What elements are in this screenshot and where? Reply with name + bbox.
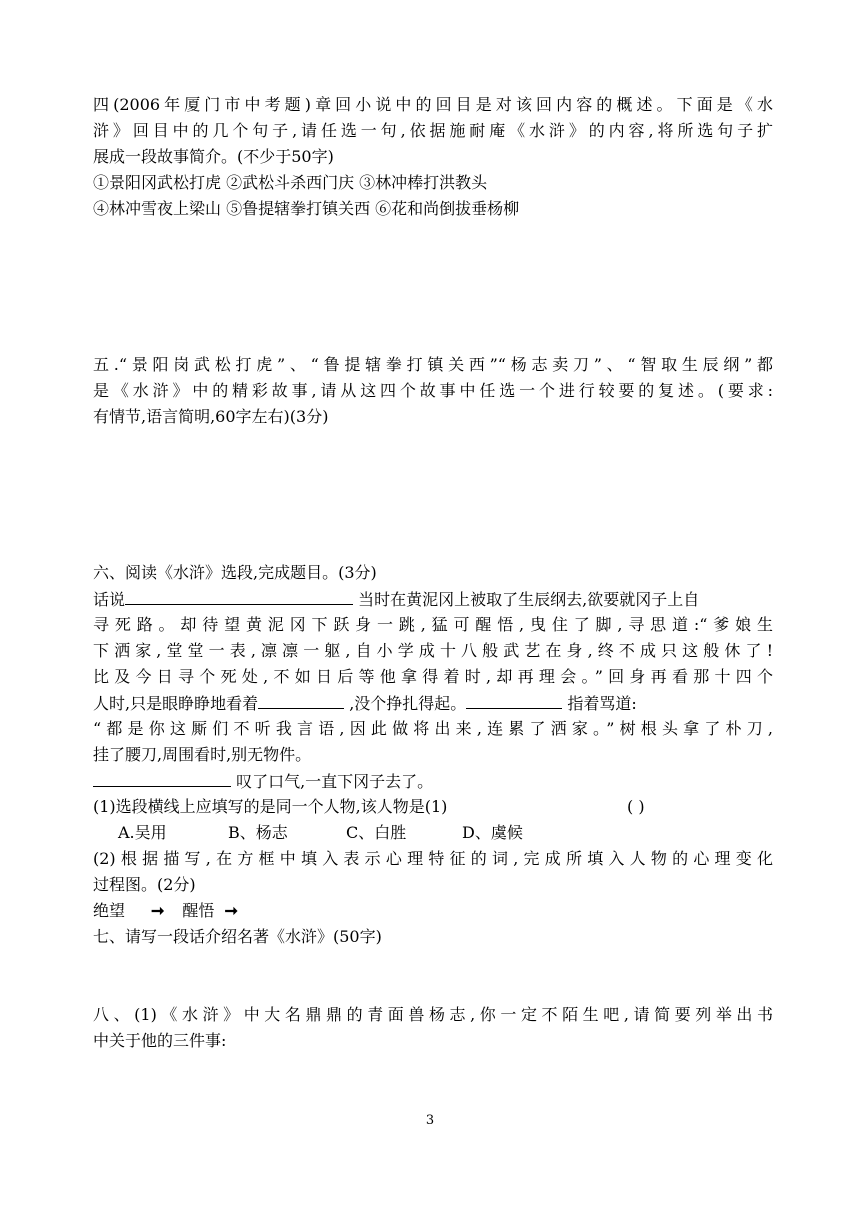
q6-sub2-line-1: (2)根据描写,在方框中填入表示心理特征的词,完成所填入人物的心理变化 bbox=[93, 849, 773, 868]
q6-paragraph-line-1 bbox=[93, 586, 773, 613]
q6-p5-mid: ,没个挣扎得起。 bbox=[349, 694, 467, 713]
q6-p5-end: 指着骂道: bbox=[567, 694, 637, 713]
q6-sub1 bbox=[93, 794, 773, 820]
flow-arrow-icon: ➞ bbox=[224, 901, 238, 920]
flow-step-2: 醒悟 bbox=[182, 901, 215, 920]
q6-p8-end: 叹了口气,一直下冈子去了。 bbox=[236, 772, 434, 791]
q4-line-1: 四(2006年厦门市中考题)章回小说中的回目是对该回内容的概述。下面是《水 bbox=[93, 95, 773, 114]
q5-line-2: 是《水浒》中的精彩故事,请从这四个故事中任选一个进行较要的复述。(要求: bbox=[93, 381, 773, 400]
answer-blank-2[interactable] bbox=[258, 690, 344, 709]
q6-paragraph-line-8 bbox=[93, 768, 773, 795]
q6-paragraph-line-3: 下洒家,堂堂一表,凛凛一躯,自小学成十八般武艺在身,终不成只这般休了! bbox=[93, 641, 773, 660]
q6-sub2-line-2: 过程图。(2分) bbox=[93, 875, 196, 894]
q4-options-row-1: ①景阳冈武松打虎 ②武松斗杀西门庆 ③林冲棒打洪教头 bbox=[93, 173, 488, 192]
q6-paragraph-line-7: 挂了腰刀,周围看时,别无物件。 bbox=[93, 745, 312, 764]
q6-choices bbox=[118, 820, 798, 846]
q6-paragraph-line-5 bbox=[93, 690, 773, 717]
q8-line-2: 中关于他的三件事: bbox=[93, 1031, 227, 1050]
q4-line-2: 浒》回目中的几个句子,请任选一句,依据施耐庵《水浒》的内容,将所选句子扩 bbox=[93, 121, 773, 140]
q6-flow-diagram bbox=[93, 898, 773, 924]
choice-a[interactable]: A.吴用 bbox=[118, 823, 167, 842]
q5-line-3: 有情节,语言简明,60字左右)(3分) bbox=[93, 407, 329, 426]
q6-p5-start: 人时,只是眼睁睁地看着 bbox=[93, 694, 259, 713]
q6-p1-end: 当时在黄泥冈上被取了生辰纲去,欲要就冈子上自 bbox=[358, 590, 700, 609]
q5-line-1: 五.“景阳岗武松打虎”、“鲁提辖拳打镇关西”“杨志卖刀”、“智取生辰纲”都 bbox=[93, 355, 773, 374]
flow-arrow-icon: ➞ bbox=[151, 901, 165, 920]
choice-c[interactable]: C、白胜 bbox=[346, 823, 407, 842]
q6-sub1-text: (1)选段横线上应填写的是同一个人物,该人物是(1) bbox=[93, 797, 448, 816]
q6-sub1-answer-paren[interactable]: ( ) bbox=[627, 797, 645, 816]
answer-blank-1[interactable] bbox=[125, 586, 353, 605]
answer-blank-4[interactable] bbox=[93, 768, 231, 787]
page-number: 3 bbox=[425, 1113, 435, 1128]
q6-paragraph-line-2: 寻死路。却待望黄泥冈下跃身一跳,猛可醒悟,曳住了脚,寻思道:“爹娘生 bbox=[93, 615, 773, 634]
answer-blank-3[interactable] bbox=[466, 690, 562, 709]
flow-step-1: 绝望 bbox=[93, 901, 126, 920]
q6-paragraph-line-4: 比及今日寻个死处,不如日后等他拿得着时,却再理会。”回身再看那十四个 bbox=[93, 667, 773, 686]
q8-line-1: 八、(1)《水浒》中大名鼎鼎的青面兽杨志,你一定不陌生吧,请简要列举出书 bbox=[93, 1005, 773, 1024]
q6-paragraph-line-6: “都是你这厮们不听我言语,因此做将出来,连累了洒家。”树根头拿了朴刀, bbox=[93, 719, 773, 738]
q6-title: 六、阅读《水浒》选段,完成题目。(3分) bbox=[93, 563, 377, 582]
q4-line-3: 展成一段故事简介。(不少于50字) bbox=[93, 147, 334, 166]
choice-d[interactable]: D、虞候 bbox=[462, 823, 523, 842]
q7-title: 七、请写一段话介绍名著《水浒》(50字) bbox=[93, 927, 382, 946]
q4-options-row-2: ④林冲雪夜上梁山 ⑤鲁提辖拳打镇关西 ⑥花和尚倒拔垂杨柳 bbox=[93, 199, 520, 218]
q6-p1-start: 话说 bbox=[93, 590, 126, 609]
choice-b[interactable]: B、杨志 bbox=[228, 823, 288, 842]
